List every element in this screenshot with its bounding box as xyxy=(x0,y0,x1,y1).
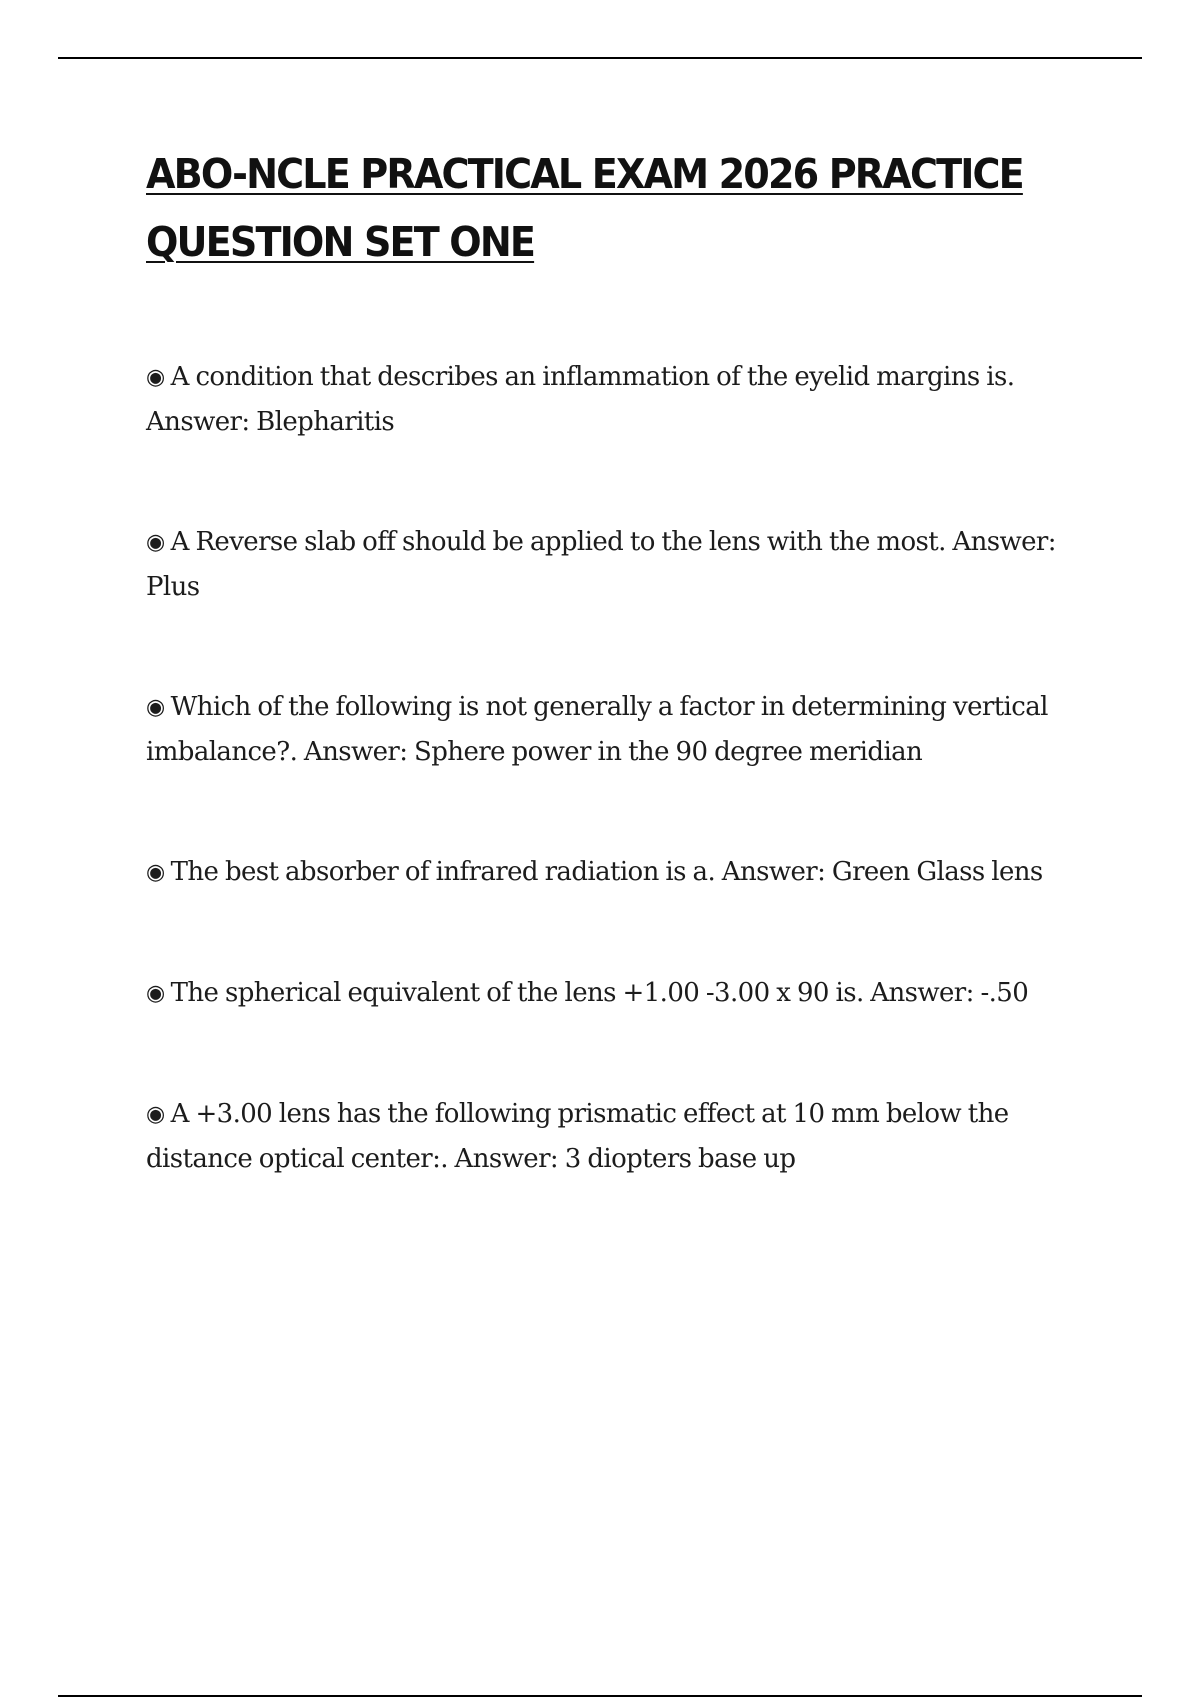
document-body xyxy=(146,140,1076,1174)
bottom-divider xyxy=(58,1695,1142,1697)
question-text: A Reverse slab off should be applied to the lens with the most. Answer: Plus xyxy=(146,527,1056,602)
question-list xyxy=(146,355,1076,1181)
question-item xyxy=(146,685,1076,774)
question-item xyxy=(146,355,1076,444)
question-item xyxy=(146,520,1076,609)
question-text: Which of the following is not generally a factor in determining vertical imbalance?. Answer: Sphere power in the 90 degree meridian xyxy=(146,692,1048,767)
question-text: A +3.00 lens has the following prismatic effect at 10 mm below the distance optical center:. Answer: 3 diopters base up xyxy=(146,1099,1009,1174)
question-item xyxy=(146,850,1076,895)
title-line-1: ABO-NCLE PRACTICAL EXAM 2026 PRACTICE xyxy=(146,150,1023,198)
question-item xyxy=(146,971,1076,1016)
radio-bullet-icon: ◉ xyxy=(146,695,165,720)
radio-bullet-icon: ◉ xyxy=(146,530,165,555)
question-text: The best absorber of infrared radiation is a. Answer: Green Glass lens xyxy=(170,857,1043,887)
title-line-2: QUESTION SET ONE xyxy=(146,218,535,266)
question-text: A condition that describes an inflammation of the eyelid margins is. Answer: Blepharitis xyxy=(146,362,1015,437)
radio-bullet-icon: ◉ xyxy=(146,1102,165,1127)
document-title xyxy=(146,140,1076,276)
top-divider xyxy=(58,57,1142,59)
question-item xyxy=(146,1092,1076,1181)
radio-bullet-icon: ◉ xyxy=(146,981,165,1006)
radio-bullet-icon: ◉ xyxy=(146,860,165,885)
radio-bullet-icon: ◉ xyxy=(146,365,165,390)
question-text: The spherical equivalent of the lens +1.00 -3.00 x 90 is. Answer: -.50 xyxy=(170,978,1029,1008)
